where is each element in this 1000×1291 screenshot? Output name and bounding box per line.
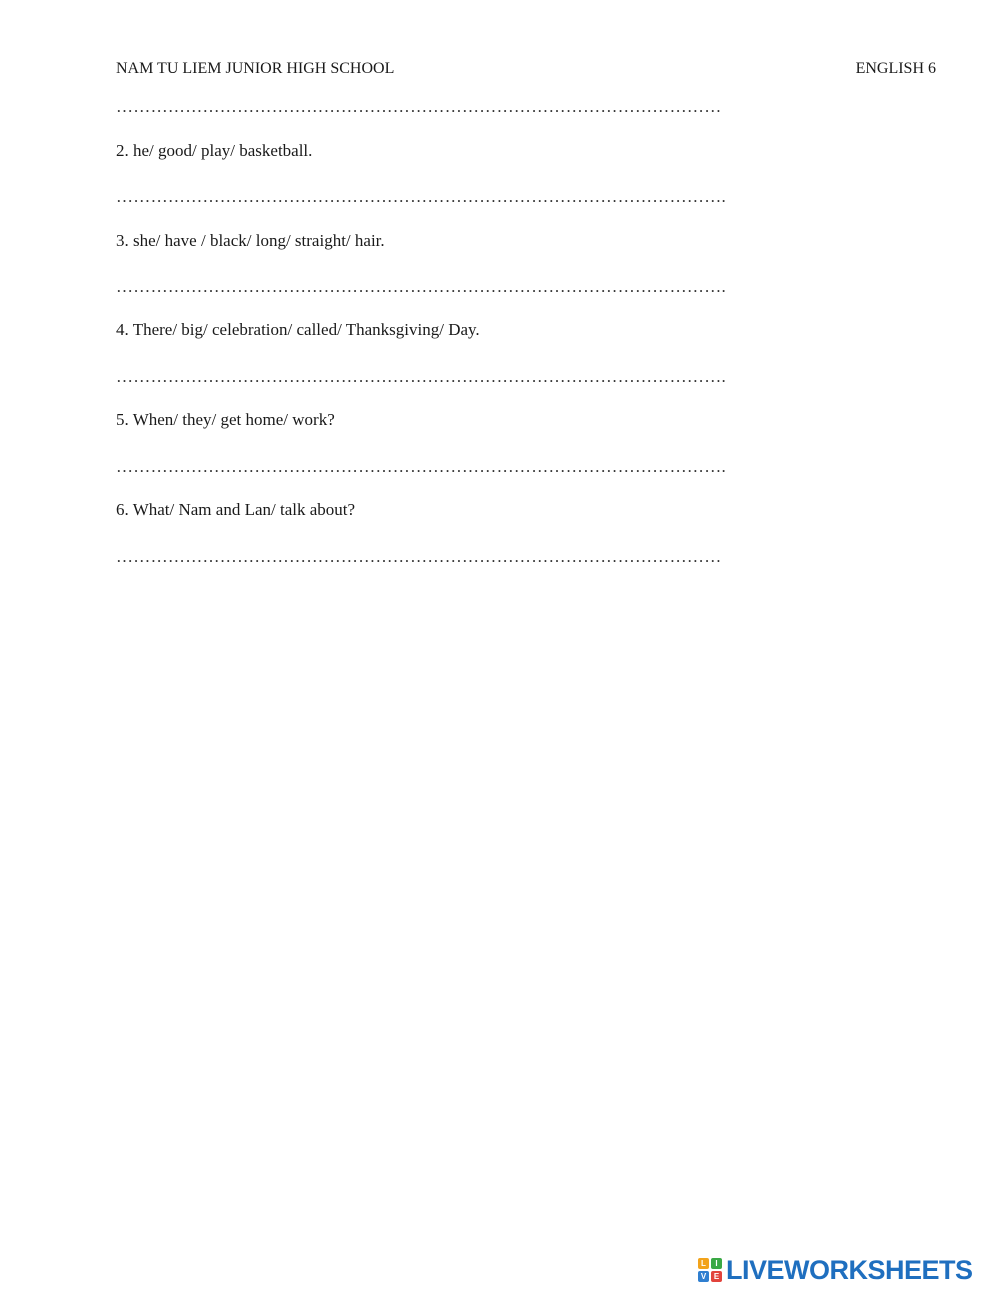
liveworksheets-logo <box>698 1256 973 1284</box>
block-l: L <box>698 1258 709 1269</box>
brand-name: LIVEWORKSHEETS <box>726 1255 973 1285</box>
answer-line-4[interactable]: ……………………………………………………………………………………………. <box>116 367 727 386</box>
answer-line-1[interactable]: …………………………………………………………………………………………… <box>116 97 722 116</box>
answer-line-3[interactable]: ……………………………………………………………………………………………. <box>116 277 727 296</box>
live-blocks-icon <box>698 1258 722 1282</box>
question-3-prompt: 3. she/ have / black/ long/ straight/ hair. <box>116 231 385 250</box>
question-5-prompt: 5. When/ they/ get home/ work? <box>116 410 335 429</box>
school-name: NAM TU LIEM JUNIOR HIGH SCHOOL <box>116 60 395 77</box>
question-6-prompt: 6. What/ Nam and Lan/ talk about? <box>116 500 356 519</box>
block-e: E <box>711 1271 722 1282</box>
answer-line-5[interactable]: ……………………………………………………………………………………………. <box>116 457 727 476</box>
block-v: V <box>698 1271 709 1282</box>
answer-line-2[interactable]: ……………………………………………………………………………………………. <box>116 187 727 206</box>
block-i: I <box>711 1258 722 1269</box>
question-2-prompt: 2. he/ good/ play/ basketball. <box>116 141 313 160</box>
question-4-prompt: 4. There/ big/ celebration/ called/ Thanksgiving/ Day. <box>116 320 480 339</box>
subject-label: ENGLISH 6 <box>855 60 936 77</box>
answer-line-6[interactable]: …………………………………………………………………………………………… <box>116 547 722 566</box>
page-header <box>116 59 936 79</box>
